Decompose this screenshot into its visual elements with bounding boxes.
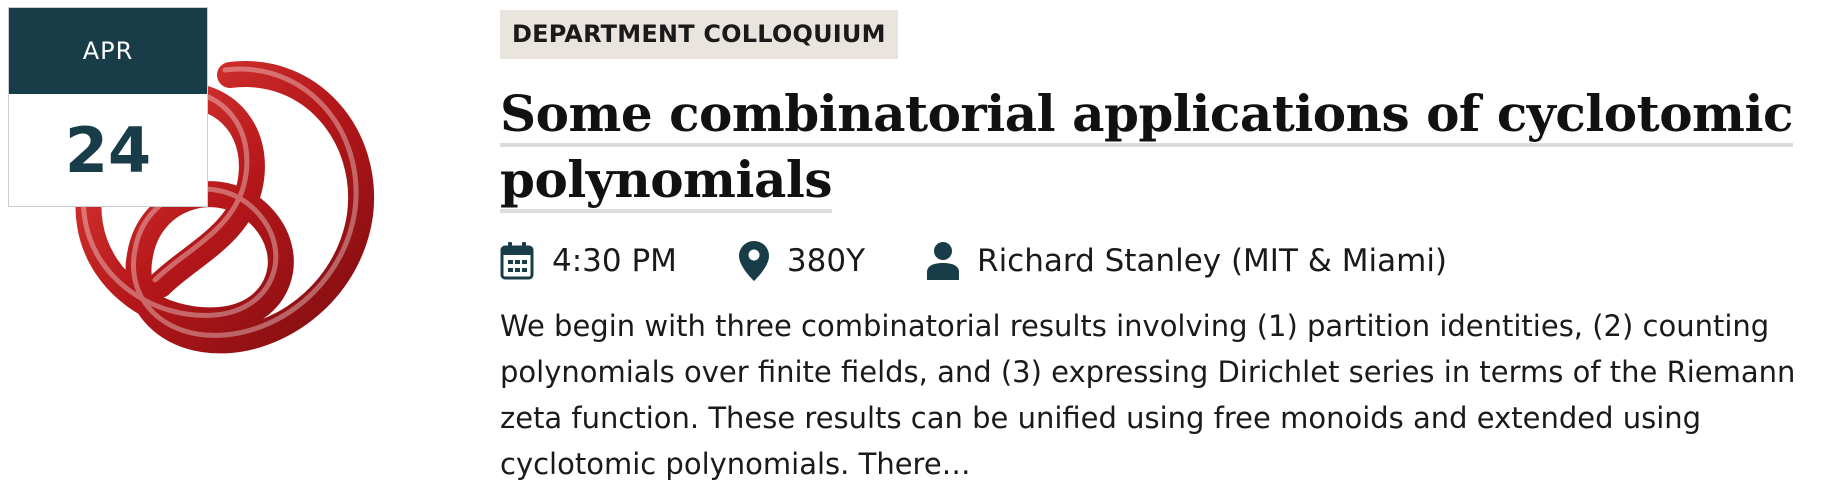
map-pin-icon [739,241,769,281]
date-badge [8,7,208,207]
date-month: APR [9,8,207,94]
meta-time [500,242,677,280]
event-description: We begin with three combinatorial results involving (1) partition identities, (2) counting polynomials over finite fields, and (3) expressing Dirichlet series in terms of the Riemann zeta function. These results can be unified using free monoids and extended using cyclotomic polynomials. There… [500,309,1796,481]
meta-time-label: 4:30 PM [552,243,677,279]
person-icon [927,242,959,280]
category-tag: DEPARTMENT COLLOQUIUM [500,10,898,59]
event-meta [500,241,1820,281]
meta-location-label: 380Y [786,243,866,279]
event-thumbnail[interactable] [0,0,420,500]
meta-location [739,241,865,281]
meta-speaker [927,242,1447,280]
event-title [500,81,1820,213]
event-title-link[interactable]: Some combinatorial applications of cyclotomic polynomials [500,84,1793,213]
date-day: 24 [64,113,152,187]
calendar-icon [500,242,534,280]
event-details [500,10,1820,500]
meta-speaker-label: Richard Stanley (MIT & Miami) [977,243,1448,279]
